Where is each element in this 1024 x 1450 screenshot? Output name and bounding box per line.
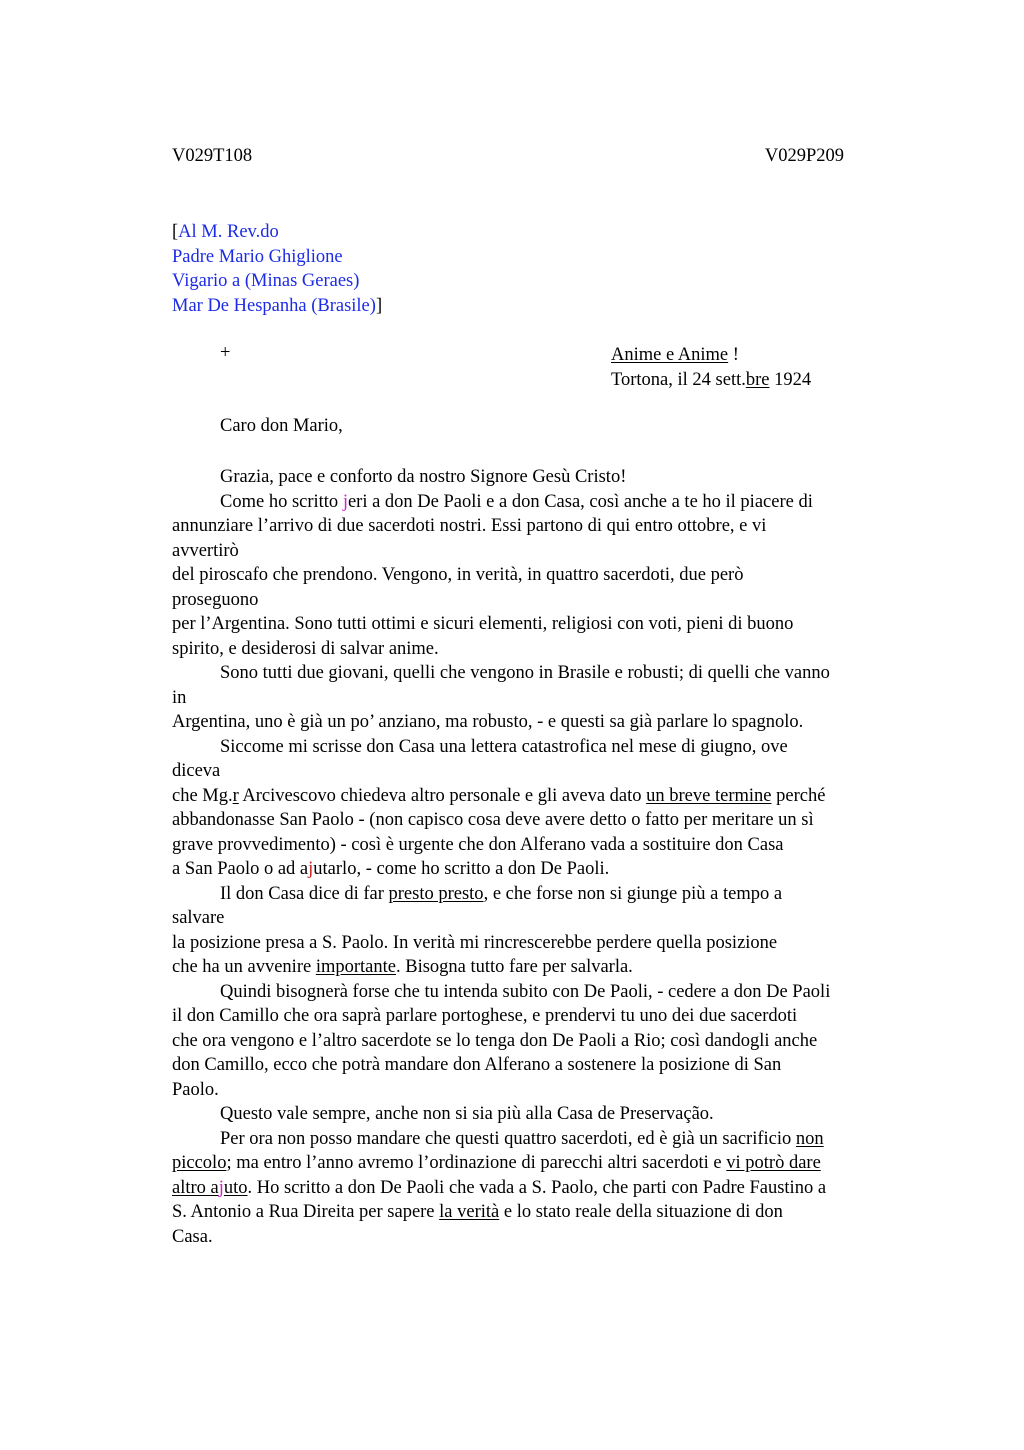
body-line: che ha un avvenire importante. Bisogna tutto fare per salvarla. — [172, 957, 633, 977]
body-line: Casa. — [172, 1226, 213, 1247]
body-line: a San Paolo o ad ajutarlo, - come ho scritto a don De Paoli. — [172, 859, 610, 879]
underlined-phrase: piccolo — [172, 1153, 227, 1173]
body-line: annunziare l’arrivo di due sacerdoti nostri. Essi partono di qui entro ottobre, e vi — [172, 516, 767, 536]
correction-mark: j — [308, 859, 314, 879]
body-line: piccolo; ma entro l’anno avremo l’ordinazione di parecchi altri sacerdoti e vi potrò dare — [172, 1153, 821, 1173]
body-line: Per ora non posso mandare che questi quattro sacerdoti, ed è già un sacrificio non — [220, 1128, 824, 1149]
address-line-3: Vigario a (Minas Geraes) — [172, 271, 360, 291]
address-close-bracket: ] — [375, 295, 383, 316]
date-year: 1924 — [769, 369, 812, 390]
motto-text: Anime e Anime — [611, 345, 729, 365]
body-line: Quindi bisognerà forse che tu intenda subito con De Paoli, - cedere a don De Paoli — [220, 981, 831, 1002]
body-line: Questo vale sempre, anche non si sia più alla Casa de Preservação. — [220, 1104, 714, 1124]
code-right: V029P209 — [764, 146, 844, 166]
body-line: per l’Argentina. Sono tutti ottimi e sicuri elementi, religiosi con voti, pieni di buono — [172, 614, 794, 634]
body-line: Il don Casa dice di far presto presto, e che forse non si giunge più a tempo a — [220, 883, 783, 904]
date-month-suffix: bre — [745, 369, 770, 390]
body-line: S. Antonio a Rua Direita per sapere la verità e lo stato reale della situazione di don — [172, 1202, 783, 1222]
body-line: in — [172, 687, 187, 708]
body-line: avvertirò — [172, 540, 239, 561]
body-line: proseguono — [172, 589, 259, 610]
underlined-phrase: presto presto — [388, 883, 484, 904]
motto-and-date — [611, 343, 811, 392]
body-line: abbandonasse San Paolo - (non capisco cosa deve avere detto o fatto per meritare un sì — [172, 810, 814, 830]
body-line: Come ho scritto jeri a don De Paoli e a don Casa, così anche a te ho il piacere di — [220, 491, 813, 512]
document-codes — [172, 146, 844, 172]
underlined-phrase: la verità — [439, 1202, 500, 1222]
address-open-bracket: [ — [172, 222, 179, 242]
underlined-phrase: un breve termine — [646, 785, 772, 806]
address-line-2: Padre Mario Ghiglione — [172, 246, 343, 267]
recipient-address — [172, 220, 382, 318]
body-line: che Mg.r Arcivescovo chiedeva altro personale e gli aveva dato un breve termine perché — [172, 785, 826, 806]
body-line: il don Camillo che ora saprà parlare portoghese, e prendervi tu uno dei due sacerdoti — [172, 1006, 798, 1026]
address-line-4: Mar De Hespanha (Brasile) — [172, 295, 376, 316]
body-line: salvare — [172, 908, 225, 928]
body-line: Paolo. — [172, 1079, 219, 1100]
underlined-phrase: vi potrò dare — [726, 1153, 821, 1173]
correction-mark: j — [342, 491, 348, 512]
body-line: grave provvedimento) - così è urgente che don Alferano vada a sostituire don Casa — [172, 834, 784, 855]
date-prefix: Tortona, il 24 sett. — [611, 369, 746, 390]
body-line: spirito, e desiderosi di salvar anime. — [172, 638, 439, 659]
body-line: diceva — [172, 761, 221, 781]
body-line: Sono tutti due giovani, quelli che vengono in Brasile e robusti; di quelli che vanno — [220, 663, 830, 683]
body-line: altro ajuto. Ho scritto a don De Paoli che vada a S. Paolo, che parti con Padre Faustino a — [172, 1177, 827, 1198]
cross-symbol: + — [220, 343, 231, 363]
code-left: V029T108 — [172, 146, 253, 166]
body-line: don Camillo, ecco che potrà mandare don Alferano a sostenere la posizione di San — [172, 1055, 782, 1075]
underlined-phrase: non — [795, 1128, 824, 1149]
body-line: del piroscafo che prendono. Vengono, in verità, in quattro sacerdoti, due però — [172, 565, 744, 585]
body-line: Grazia, pace e conforto da nostro Signore Gesù Cristo! — [220, 467, 627, 487]
body-line: Siccome mi scrisse don Casa una lettera catastrofica nel mese di giugno, ove — [220, 736, 788, 757]
correction-mark: j — [218, 1177, 224, 1198]
motto-exclamation: ! — [728, 345, 739, 365]
underlined-phrase: importante — [315, 957, 396, 977]
body-line: che ora vengono e l’altro sacerdote se lo tenga don De Paoli a Rio; così dandogli anche — [172, 1030, 818, 1051]
greeting: Caro don Mario, — [220, 416, 343, 436]
address-line-1: Al M. Rev.do — [178, 222, 279, 242]
body-line: la posizione presa a S. Paolo. In verità mi rincrescerebbe perdere quella posizione — [172, 932, 778, 953]
letter-body — [172, 465, 907, 1249]
body-line: Argentina, uno è già un po’ anziano, ma robusto, - e questi sa già parlare lo spagnolo. — [172, 712, 804, 732]
